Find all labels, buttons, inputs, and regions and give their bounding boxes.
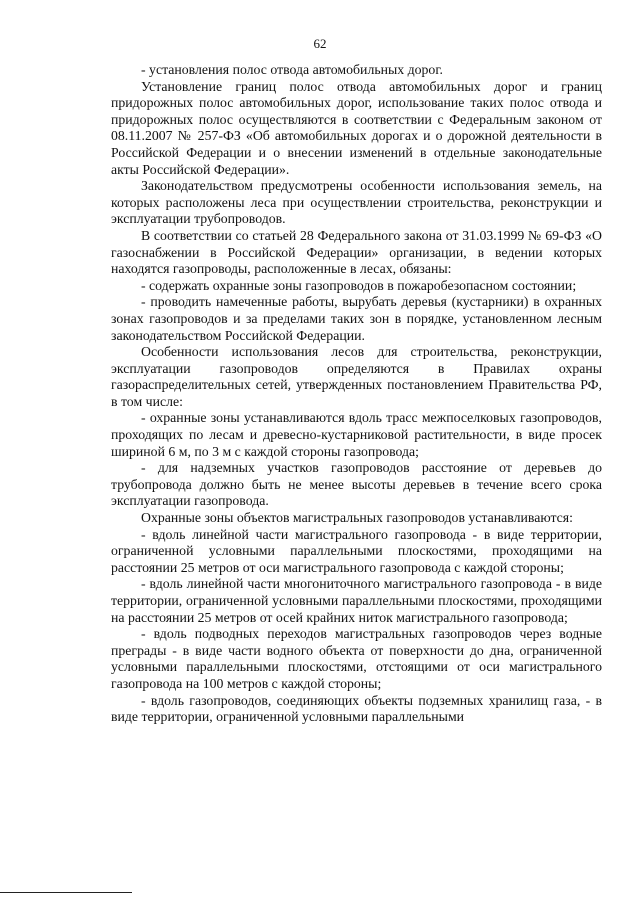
paragraph: В соответствии со статьей 28 Федерального закона от 31.03.1999 № 69-ФЗ «О газоснабжении в Российской Федерации» организации, в ведении которых находятся газопроводы, расположенные в лесах, обязаны:	[111, 227, 602, 277]
list-item: - вдоль подводных переходов магистральных газопроводов через водные преграды - в виде части водного объекта от поверхности до дна, ограниченной условными параллельными плоскостями, отстоящими от оси магистрального газопровода на 100 метров с каждой стороны;	[111, 626, 602, 691]
list-item: - содержать охранные зоны газопроводов в пожаробезопасном состоянии;	[141, 277, 577, 293]
list-item: - вдоль линейной части магистрального газопровода - в виде территории, ограниченной условными параллельными плоскостями, проходящими на расстоянии 25 метров от оси магистрального газопровода с каждой стороны;	[111, 526, 602, 575]
list-item: - охранные зоны устанавливаются вдоль трасс межпоселковых газопроводов, проходящих по лесам и древесно-кустарниковой растительности, в виде просек шириной 6 м, по 3 м с каждой стороны газопровода;	[111, 410, 602, 459]
list-item: - проводить намеченные работы, вырубать деревья (кустарники) в охранных зонах газопроводов и за пределами таких зон в порядке, установленном лесным законодательством Российской Федерации.	[111, 294, 602, 343]
list-item: - для надземных участков газопроводов расстояние от деревьев до трубопровода должно быть не менее высоты деревьев в течение всего срока эксплуатации газопровода.	[111, 460, 602, 509]
document-body	[111, 62, 602, 726]
paragraph: Законодательством предусмотрены особенности использования земель, на которых расположены леса при осуществлении строительства, реконструкции и эксплуатации трубопроводов.	[111, 178, 602, 227]
paragraph: Особенности использования лесов для строительства, реконструкции, эксплуатации газопроводов определяются в Правилах охраны газораспределительных сетей, утвержденных постановлением Правительства РФ, в том числе:	[111, 344, 602, 409]
paragraph: Охранные зоны объектов магистральных газопроводов устанавливаются:	[141, 510, 573, 526]
list-item: - вдоль линейной части многониточного магистрального газопровода - в виде территории, ограниченной условными параллельными плоскостями, проходящими на расстоянии 25 метров от осей крайних ниток магистрального газопровода;	[111, 576, 602, 625]
list-item: - вдоль газопроводов, соединяющих объекты подземных хранилищ газа, - в виде территории, ограниченной условными параллельными	[111, 692, 602, 725]
footnote-divider	[0, 892, 132, 893]
paragraph: - установления полос отвода автомобильных дорог.	[141, 62, 443, 77]
paragraph: Установление границ полос отвода автомобильных дорог и границ придорожных полос автомобильных дорог, использование таких полос отвода и придорожных полос осуществляются в соответствии с Федеральным законом от 08.11.2007 № 257-ФЗ «Об автомобильных дорогах и о дорожной деятельности в Российской Федерации и о внесении изменений в отдельные законодательные акты Российской Федерации».	[111, 78, 602, 177]
page-number: 62	[313, 36, 327, 51]
